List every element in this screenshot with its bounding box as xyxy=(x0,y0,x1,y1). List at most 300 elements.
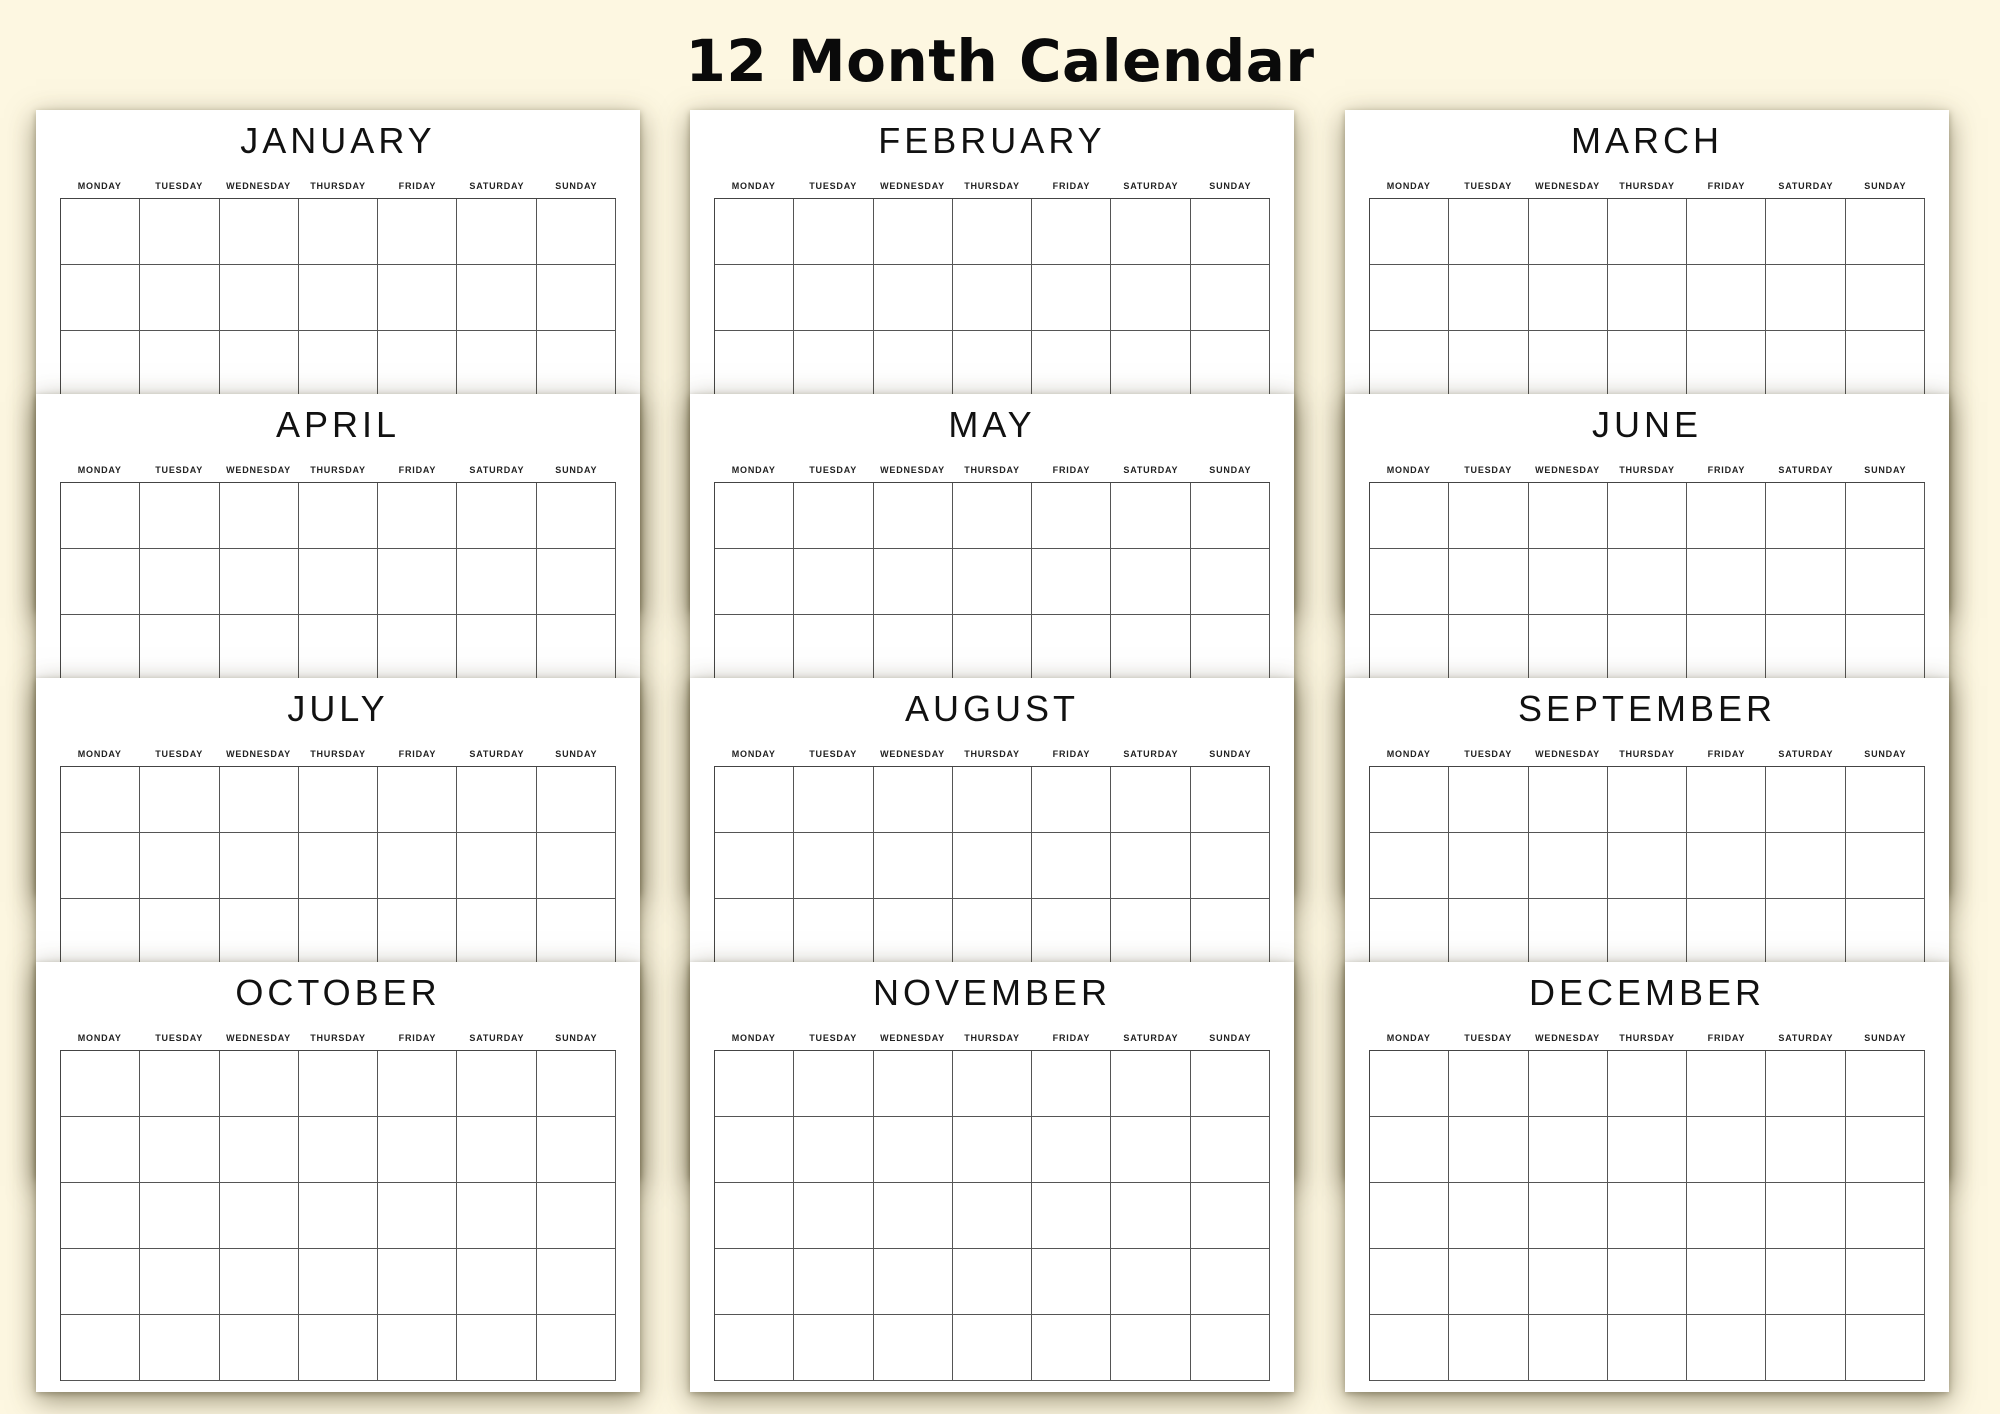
day-cell[interactable] xyxy=(537,1315,616,1381)
day-cell[interactable] xyxy=(874,1315,953,1381)
day-cell[interactable] xyxy=(299,265,378,331)
day-cell[interactable] xyxy=(378,899,457,965)
day-cell[interactable] xyxy=(794,1183,873,1249)
day-cell[interactable] xyxy=(1449,265,1528,331)
day-cell[interactable] xyxy=(953,549,1032,615)
day-cell[interactable] xyxy=(1846,1117,1925,1183)
day-cell[interactable] xyxy=(715,615,794,681)
day-cell[interactable] xyxy=(1687,615,1766,681)
day-cell[interactable] xyxy=(220,549,299,615)
day-cell[interactable] xyxy=(457,1117,536,1183)
day-cell[interactable] xyxy=(794,833,873,899)
day-cell[interactable] xyxy=(299,549,378,615)
day-cell[interactable] xyxy=(220,615,299,681)
day-cell[interactable] xyxy=(874,265,953,331)
day-cell[interactable] xyxy=(1111,615,1190,681)
day-cell[interactable] xyxy=(537,767,616,833)
day-cell[interactable] xyxy=(715,1051,794,1117)
day-cell[interactable] xyxy=(953,331,1032,397)
day-cell[interactable] xyxy=(457,549,536,615)
day-cell[interactable] xyxy=(1687,899,1766,965)
day-cell[interactable] xyxy=(794,1315,873,1381)
day-cell[interactable] xyxy=(220,767,299,833)
day-cell[interactable] xyxy=(1687,331,1766,397)
day-cell[interactable] xyxy=(1608,1315,1687,1381)
day-cell[interactable] xyxy=(1766,1249,1845,1315)
day-cell[interactable] xyxy=(1370,833,1449,899)
day-cell[interactable] xyxy=(1032,331,1111,397)
day-cell[interactable] xyxy=(874,615,953,681)
day-cell[interactable] xyxy=(378,1051,457,1117)
day-cell[interactable] xyxy=(1846,1051,1925,1117)
day-cell[interactable] xyxy=(1846,1315,1925,1381)
day-cell[interactable] xyxy=(1529,1183,1608,1249)
day-cell[interactable] xyxy=(1111,1117,1190,1183)
weekday-label: WEDNESDAY xyxy=(226,181,291,191)
day-cell[interactable] xyxy=(794,1249,873,1315)
day-cell[interactable] xyxy=(1608,767,1687,833)
day-cell[interactable] xyxy=(794,1051,873,1117)
day-cell[interactable] xyxy=(1111,1249,1190,1315)
day-cell[interactable] xyxy=(1111,549,1190,615)
day-cell[interactable] xyxy=(1687,1183,1766,1249)
day-cell[interactable] xyxy=(1191,1051,1270,1117)
day-cell[interactable] xyxy=(1370,615,1449,681)
day-cell[interactable] xyxy=(61,833,140,899)
day-cell[interactable] xyxy=(1766,265,1845,331)
day-cell[interactable] xyxy=(1846,483,1925,549)
day-cell[interactable] xyxy=(457,767,536,833)
day-cell[interactable] xyxy=(715,199,794,265)
day-cell[interactable] xyxy=(299,615,378,681)
day-cell[interactable] xyxy=(794,199,873,265)
day-cell[interactable] xyxy=(1529,483,1608,549)
day-cell[interactable] xyxy=(1608,1249,1687,1315)
day-cell[interactable] xyxy=(874,833,953,899)
day-cell[interactable] xyxy=(299,199,378,265)
day-cell[interactable] xyxy=(1687,549,1766,615)
month-title: DECEMBER xyxy=(1528,972,1766,1013)
day-cell[interactable] xyxy=(1529,1315,1608,1381)
day-cell[interactable] xyxy=(1449,1183,1528,1249)
day-cell[interactable] xyxy=(1846,899,1925,965)
day-cell[interactable] xyxy=(1370,1183,1449,1249)
day-cell[interactable] xyxy=(953,1117,1032,1183)
day-cell[interactable] xyxy=(61,549,140,615)
day-cell[interactable] xyxy=(874,483,953,549)
day-cell[interactable] xyxy=(1111,1315,1190,1381)
day-cell[interactable] xyxy=(953,767,1032,833)
day-cell[interactable] xyxy=(1370,331,1449,397)
day-cell[interactable] xyxy=(140,615,219,681)
day-cell[interactable] xyxy=(1766,1117,1845,1183)
day-cell[interactable] xyxy=(953,615,1032,681)
day-cell[interactable] xyxy=(537,1051,616,1117)
day-cell[interactable] xyxy=(378,265,457,331)
day-cell[interactable] xyxy=(1687,483,1766,549)
day-cell[interactable] xyxy=(457,1183,536,1249)
day-cell[interactable] xyxy=(715,483,794,549)
day-cell[interactable] xyxy=(537,1117,616,1183)
weekday-label: THURSDAY xyxy=(310,1033,366,1043)
day-cell[interactable] xyxy=(1191,1117,1270,1183)
day-cell[interactable] xyxy=(1608,549,1687,615)
day-cell[interactable] xyxy=(537,1183,616,1249)
day-cell[interactable] xyxy=(1111,199,1190,265)
day-cell[interactable] xyxy=(1191,899,1270,965)
day-cell[interactable] xyxy=(1687,1315,1766,1381)
day-cell[interactable] xyxy=(457,1249,536,1315)
day-cell[interactable] xyxy=(1766,1315,1845,1381)
day-cell[interactable] xyxy=(537,265,616,331)
day-cell[interactable] xyxy=(537,549,616,615)
day-cell[interactable] xyxy=(537,899,616,965)
day-cell[interactable] xyxy=(1529,899,1608,965)
day-cell[interactable] xyxy=(1608,899,1687,965)
day-cell[interactable] xyxy=(1687,833,1766,899)
day-cell[interactable] xyxy=(1032,1051,1111,1117)
day-cell[interactable] xyxy=(299,1183,378,1249)
day-cell[interactable] xyxy=(1449,199,1528,265)
day-cell[interactable] xyxy=(1608,199,1687,265)
day-cell[interactable] xyxy=(1449,1249,1528,1315)
day-cell[interactable] xyxy=(537,833,616,899)
day-cell[interactable] xyxy=(1529,199,1608,265)
day-cell[interactable] xyxy=(140,899,219,965)
day-cell[interactable] xyxy=(1766,331,1845,397)
day-cell[interactable] xyxy=(537,199,616,265)
day-cell[interactable] xyxy=(1191,1249,1270,1315)
day-cell[interactable] xyxy=(140,1315,219,1381)
day-cell[interactable] xyxy=(537,1249,616,1315)
day-cell[interactable] xyxy=(1766,199,1845,265)
day-cell[interactable] xyxy=(874,899,953,965)
day-cell[interactable] xyxy=(1687,199,1766,265)
day-cell[interactable] xyxy=(140,833,219,899)
day-cell[interactable] xyxy=(874,549,953,615)
day-cell[interactable] xyxy=(1529,833,1608,899)
day-cell[interactable] xyxy=(794,615,873,681)
day-cell[interactable] xyxy=(537,483,616,549)
day-cell[interactable] xyxy=(1687,767,1766,833)
day-cell[interactable] xyxy=(378,1315,457,1381)
day-cell[interactable] xyxy=(537,331,616,397)
day-cell[interactable] xyxy=(1370,199,1449,265)
day-cell[interactable] xyxy=(220,265,299,331)
day-cell[interactable] xyxy=(1191,331,1270,397)
day-cell[interactable] xyxy=(220,483,299,549)
day-cell[interactable] xyxy=(299,1315,378,1381)
day-cell[interactable] xyxy=(715,1117,794,1183)
day-cell[interactable] xyxy=(1032,483,1111,549)
day-cell[interactable] xyxy=(140,1117,219,1183)
day-cell[interactable] xyxy=(1608,615,1687,681)
day-cell[interactable] xyxy=(1687,1249,1766,1315)
day-cell[interactable] xyxy=(1766,833,1845,899)
day-cell[interactable] xyxy=(1449,615,1528,681)
day-cell[interactable] xyxy=(1370,1117,1449,1183)
day-cell[interactable] xyxy=(299,483,378,549)
day-cell[interactable] xyxy=(1449,833,1528,899)
day-cell[interactable] xyxy=(61,767,140,833)
day-cell[interactable] xyxy=(220,899,299,965)
day-cell[interactable] xyxy=(1529,1051,1608,1117)
day-cell[interactable] xyxy=(1608,265,1687,331)
day-cell[interactable] xyxy=(794,265,873,331)
day-cell[interactable] xyxy=(874,1117,953,1183)
day-cell[interactable] xyxy=(1111,833,1190,899)
day-cell[interactable] xyxy=(140,265,219,331)
day-cell[interactable] xyxy=(1766,1051,1845,1117)
day-cell[interactable] xyxy=(457,265,536,331)
day-cell[interactable] xyxy=(61,265,140,331)
day-cell[interactable] xyxy=(1449,331,1528,397)
day-cell[interactable] xyxy=(1608,1051,1687,1117)
day-cell[interactable] xyxy=(140,1249,219,1315)
day-cell[interactable] xyxy=(299,833,378,899)
day-cell[interactable] xyxy=(61,331,140,397)
day-cell[interactable] xyxy=(1032,265,1111,331)
day-cell[interactable] xyxy=(1032,1117,1111,1183)
day-cell[interactable] xyxy=(953,199,1032,265)
day-cell[interactable] xyxy=(1370,483,1449,549)
day-cell[interactable] xyxy=(1529,1117,1608,1183)
day-cell[interactable] xyxy=(537,615,616,681)
day-cell[interactable] xyxy=(953,483,1032,549)
day-cell[interactable] xyxy=(220,1051,299,1117)
day-cell[interactable] xyxy=(874,1249,953,1315)
day-cell[interactable] xyxy=(220,1117,299,1183)
day-cell[interactable] xyxy=(1449,549,1528,615)
day-cell[interactable] xyxy=(1191,199,1270,265)
day-cell[interactable] xyxy=(1846,767,1925,833)
day-cell[interactable] xyxy=(874,1183,953,1249)
day-cell[interactable] xyxy=(378,1117,457,1183)
day-cell[interactable] xyxy=(953,833,1032,899)
day-cell[interactable] xyxy=(457,331,536,397)
day-cell[interactable] xyxy=(715,1315,794,1381)
day-cell[interactable] xyxy=(61,615,140,681)
weekday-header-row xyxy=(60,464,616,476)
day-cell[interactable] xyxy=(299,767,378,833)
day-cell[interactable] xyxy=(378,1183,457,1249)
day-cell[interactable] xyxy=(457,1315,536,1381)
day-cell[interactable] xyxy=(794,767,873,833)
day-cell[interactable] xyxy=(1449,1051,1528,1117)
day-cell[interactable] xyxy=(1191,767,1270,833)
day-cell[interactable] xyxy=(1032,199,1111,265)
day-cell[interactable] xyxy=(140,1051,219,1117)
day-cell[interactable] xyxy=(953,1249,1032,1315)
day-cell[interactable] xyxy=(794,549,873,615)
day-cell[interactable] xyxy=(1032,833,1111,899)
day-cell[interactable] xyxy=(1608,1183,1687,1249)
day-cell[interactable] xyxy=(1529,1249,1608,1315)
day-cell[interactable] xyxy=(874,199,953,265)
day-cell[interactable] xyxy=(220,331,299,397)
day-cell[interactable] xyxy=(61,199,140,265)
day-cell[interactable] xyxy=(378,767,457,833)
day-cell[interactable] xyxy=(874,1051,953,1117)
day-cell[interactable] xyxy=(378,615,457,681)
day-cell[interactable] xyxy=(457,199,536,265)
day-cell[interactable] xyxy=(874,767,953,833)
day-cell[interactable] xyxy=(140,767,219,833)
day-cell[interactable] xyxy=(715,549,794,615)
day-cell[interactable] xyxy=(140,1183,219,1249)
day-cell[interactable] xyxy=(1449,1315,1528,1381)
day-cell[interactable] xyxy=(1370,767,1449,833)
day-cell[interactable] xyxy=(1191,1315,1270,1381)
day-cell[interactable] xyxy=(1032,1183,1111,1249)
day-cell[interactable] xyxy=(794,899,873,965)
day-cell[interactable] xyxy=(1370,1249,1449,1315)
day-cell[interactable] xyxy=(378,549,457,615)
day-cell[interactable] xyxy=(299,1249,378,1315)
day-cell[interactable] xyxy=(715,1249,794,1315)
day-cell[interactable] xyxy=(378,199,457,265)
day-cell[interactable] xyxy=(220,833,299,899)
day-cell[interactable] xyxy=(61,1315,140,1381)
day-cell[interactable] xyxy=(140,483,219,549)
day-cell[interactable] xyxy=(1687,1117,1766,1183)
day-cell[interactable] xyxy=(61,483,140,549)
day-cell[interactable] xyxy=(1846,1183,1925,1249)
day-cell[interactable] xyxy=(715,833,794,899)
day-cell[interactable] xyxy=(299,1051,378,1117)
day-cell[interactable] xyxy=(874,331,953,397)
day-cell[interactable] xyxy=(220,1249,299,1315)
day-cell[interactable] xyxy=(61,1183,140,1249)
day-cell[interactable] xyxy=(140,549,219,615)
day-cell[interactable] xyxy=(220,199,299,265)
day-cell[interactable] xyxy=(1111,1183,1190,1249)
day-cell[interactable] xyxy=(1608,833,1687,899)
day-cell[interactable] xyxy=(715,331,794,397)
day-cell[interactable] xyxy=(794,1117,873,1183)
day-cell[interactable] xyxy=(1846,549,1925,615)
day-cell[interactable] xyxy=(1687,265,1766,331)
day-cell[interactable] xyxy=(1846,1249,1925,1315)
day-cell[interactable] xyxy=(1370,549,1449,615)
day-cell[interactable] xyxy=(1032,549,1111,615)
day-cell[interactable] xyxy=(299,331,378,397)
day-cell[interactable] xyxy=(140,199,219,265)
day-cell[interactable] xyxy=(1846,615,1925,681)
day-cell[interactable] xyxy=(61,1117,140,1183)
day-cell[interactable] xyxy=(1766,483,1845,549)
day-cell[interactable] xyxy=(1370,265,1449,331)
day-cell[interactable] xyxy=(1608,1117,1687,1183)
day-cell[interactable] xyxy=(794,331,873,397)
day-cell[interactable] xyxy=(1687,1051,1766,1117)
day-cell[interactable] xyxy=(715,899,794,965)
day-cell[interactable] xyxy=(794,483,873,549)
day-cell[interactable] xyxy=(299,1117,378,1183)
day-cell[interactable] xyxy=(1766,1183,1845,1249)
day-cell[interactable] xyxy=(61,899,140,965)
day-cell[interactable] xyxy=(715,265,794,331)
day-cell[interactable] xyxy=(1111,767,1190,833)
day-cell[interactable] xyxy=(1370,1051,1449,1117)
weekday-label: MONDAY xyxy=(77,749,122,759)
day-cell[interactable] xyxy=(1529,615,1608,681)
day-cell[interactable] xyxy=(378,483,457,549)
day-cell[interactable] xyxy=(1846,331,1925,397)
day-cell[interactable] xyxy=(1449,1117,1528,1183)
day-cell[interactable] xyxy=(1846,199,1925,265)
day-cell[interactable] xyxy=(220,1183,299,1249)
day-cell[interactable] xyxy=(61,1051,140,1117)
day-cell[interactable] xyxy=(1191,549,1270,615)
day-cell[interactable] xyxy=(1191,615,1270,681)
day-cell[interactable] xyxy=(220,1315,299,1381)
day-cell[interactable] xyxy=(61,1249,140,1315)
day-cell[interactable] xyxy=(1191,833,1270,899)
day-cell[interactable] xyxy=(953,1051,1032,1117)
day-cell[interactable] xyxy=(1846,265,1925,331)
day-cell[interactable] xyxy=(1032,899,1111,965)
day-cell[interactable] xyxy=(457,1051,536,1117)
day-cell[interactable] xyxy=(715,1183,794,1249)
day-cell[interactable] xyxy=(1529,331,1608,397)
day-cell[interactable] xyxy=(457,615,536,681)
day-cell[interactable] xyxy=(1608,483,1687,549)
day-cell[interactable] xyxy=(1111,331,1190,397)
day-cell[interactable] xyxy=(953,899,1032,965)
day-cell[interactable] xyxy=(1032,1249,1111,1315)
day-cell[interactable] xyxy=(1111,1051,1190,1117)
day-cell[interactable] xyxy=(1111,899,1190,965)
day-cell[interactable] xyxy=(1111,265,1190,331)
day-cell[interactable] xyxy=(457,483,536,549)
day-cell[interactable] xyxy=(1191,1183,1270,1249)
day-cell[interactable] xyxy=(1191,265,1270,331)
day-cell[interactable] xyxy=(1529,265,1608,331)
day-cell[interactable] xyxy=(1766,899,1845,965)
day-cell[interactable] xyxy=(378,331,457,397)
day-cell[interactable] xyxy=(953,265,1032,331)
day-cell[interactable] xyxy=(378,833,457,899)
day-cell[interactable] xyxy=(1191,483,1270,549)
day-cell[interactable] xyxy=(1846,833,1925,899)
day-cell[interactable] xyxy=(1766,767,1845,833)
day-cell[interactable] xyxy=(953,1315,1032,1381)
day-cell[interactable] xyxy=(140,331,219,397)
day-cell[interactable] xyxy=(299,899,378,965)
day-cell[interactable] xyxy=(378,1249,457,1315)
day-cell[interactable] xyxy=(715,767,794,833)
day-cell[interactable] xyxy=(457,899,536,965)
day-cell[interactable] xyxy=(1449,483,1528,549)
day-cell[interactable] xyxy=(1608,331,1687,397)
day-cell[interactable] xyxy=(1032,615,1111,681)
day-cell[interactable] xyxy=(1032,1315,1111,1381)
day-cell[interactable] xyxy=(953,1183,1032,1249)
day-cell[interactable] xyxy=(1766,615,1845,681)
day-cell[interactable] xyxy=(1449,767,1528,833)
day-cell[interactable] xyxy=(1529,767,1608,833)
day-cell[interactable] xyxy=(1529,549,1608,615)
day-cell[interactable] xyxy=(1766,549,1845,615)
day-cell[interactable] xyxy=(1449,899,1528,965)
day-cell[interactable] xyxy=(1370,899,1449,965)
day-cell[interactable] xyxy=(1111,483,1190,549)
day-cell[interactable] xyxy=(1370,1315,1449,1381)
day-cell[interactable] xyxy=(457,833,536,899)
day-grid xyxy=(714,1050,1270,1381)
day-cell[interactable] xyxy=(1032,767,1111,833)
